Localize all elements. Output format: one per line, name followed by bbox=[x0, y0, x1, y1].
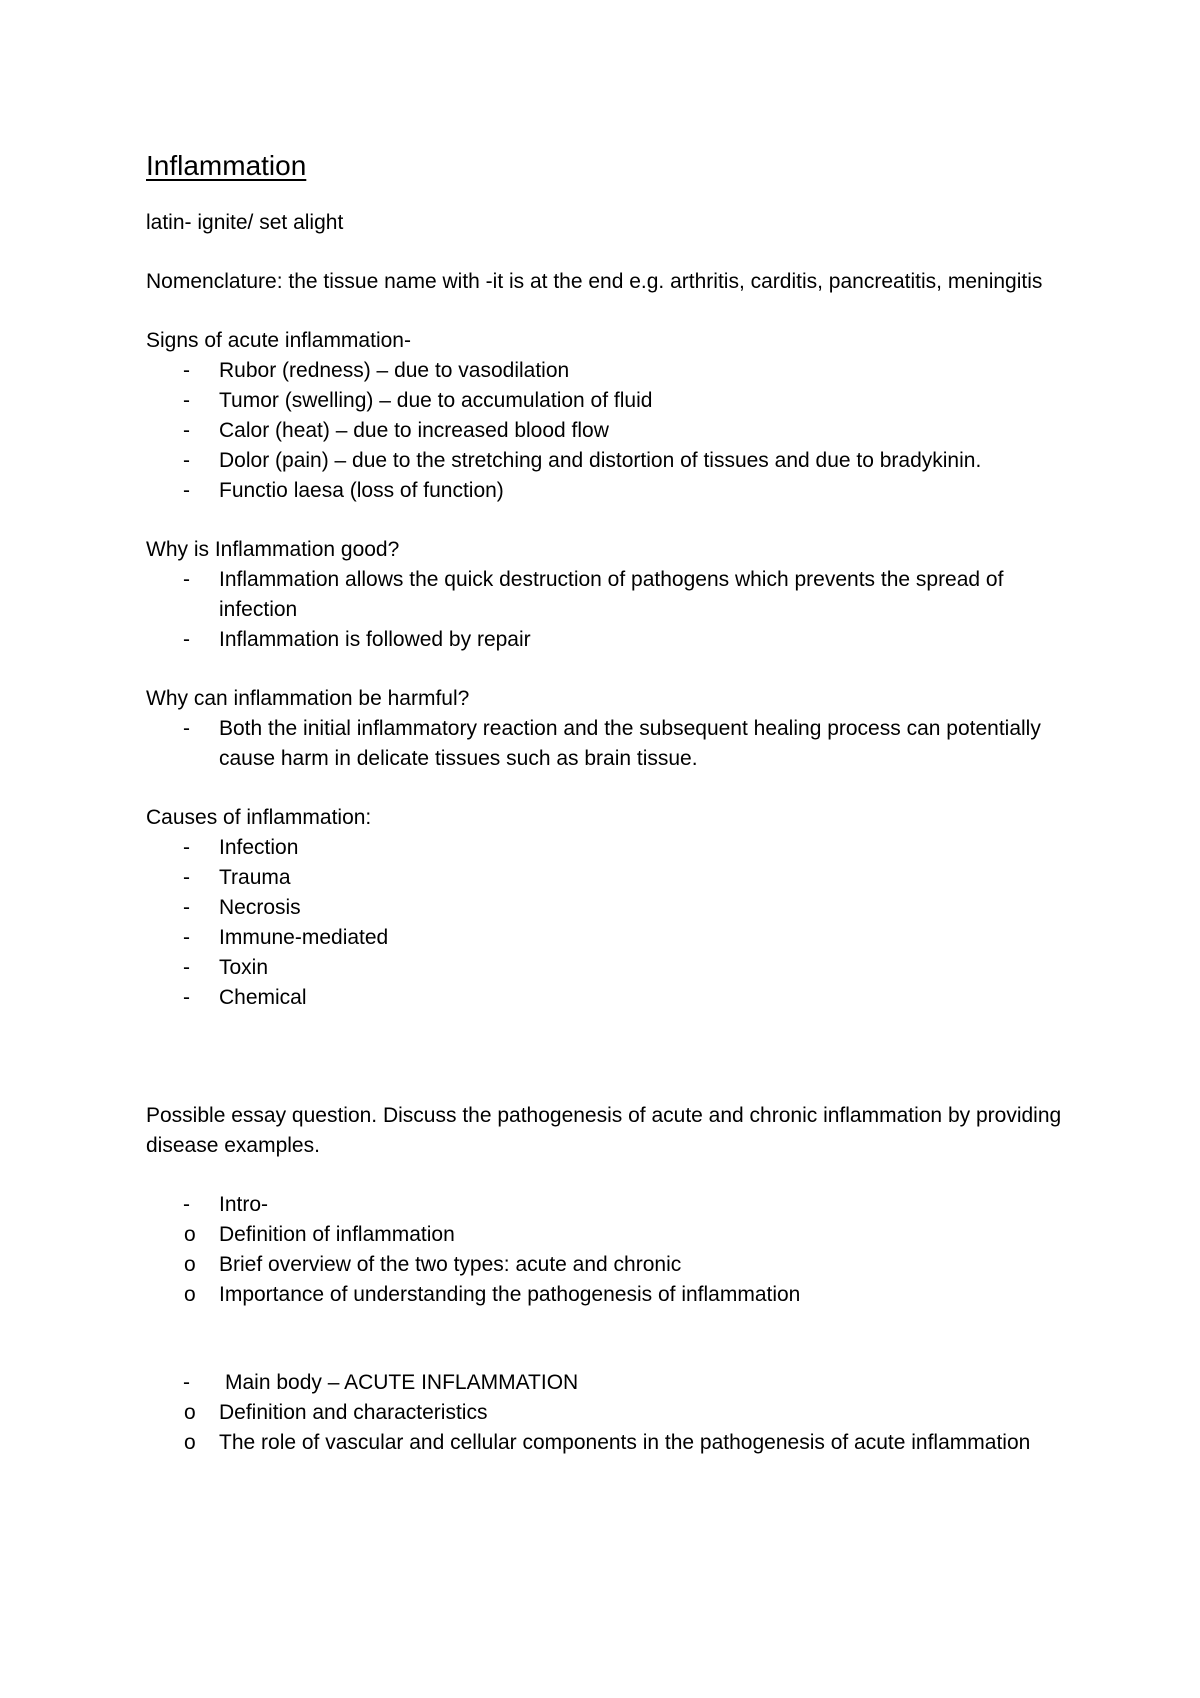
document-page bbox=[146, 148, 1066, 1458]
harmful-list bbox=[146, 714, 1066, 774]
essay-intro-label: Intro- bbox=[219, 1193, 269, 1216]
list-item: - Infection bbox=[146, 833, 1066, 863]
causes-list bbox=[146, 833, 1066, 1013]
list-item: o Importance of understanding the pathogenesis of inflammation bbox=[219, 1280, 1066, 1310]
list-item: - Chemical bbox=[146, 983, 1066, 1013]
essay-outline bbox=[146, 1190, 1066, 1458]
list-item: - Dolor (pain) – due to the stretching and distortion of tissues and due to bradykinin. bbox=[146, 446, 1066, 476]
causes-heading: Causes of inflammation: bbox=[146, 806, 372, 829]
list-item: - Inflammation allows the quick destruction of pathogens which prevents the spread of infection bbox=[146, 565, 1066, 625]
good-list bbox=[146, 565, 1066, 655]
spacer bbox=[146, 1013, 1066, 1101]
list-item: o Definition and characteristics bbox=[219, 1398, 1066, 1428]
document-title: Inflammation bbox=[146, 150, 307, 181]
list-item: - Necrosis bbox=[146, 893, 1066, 923]
essay-main-item bbox=[146, 1368, 1066, 1458]
essay-intro-sublist bbox=[219, 1220, 1066, 1310]
list-item: o Brief overview of the two types: acute and chronic bbox=[219, 1250, 1066, 1280]
list-item: o Definition of inflammation bbox=[219, 1220, 1066, 1250]
essay-main-sublist bbox=[219, 1398, 1066, 1458]
harmful-section bbox=[146, 684, 1066, 774]
causes-section bbox=[146, 803, 1066, 1013]
harmful-heading: Why can inflammation be harmful? bbox=[146, 687, 470, 710]
list-item: o The role of vascular and cellular components in the pathogenesis of acute inflammation bbox=[219, 1428, 1066, 1458]
good-heading: Why is Inflammation good? bbox=[146, 538, 400, 561]
signs-list bbox=[146, 356, 1066, 506]
list-item: - Immune-mediated bbox=[146, 923, 1066, 953]
essay-question: Possible essay question. Discuss the pathogenesis of acute and chronic inflammation by providing disease examples. bbox=[146, 1104, 1062, 1157]
essay-main-label: Main body – ACUTE INFLAMMATION bbox=[225, 1371, 579, 1394]
list-item: - Toxin bbox=[146, 953, 1066, 983]
essay-intro-item bbox=[146, 1190, 1066, 1368]
etymology-line: latin- ignite/ set alight bbox=[146, 211, 344, 234]
list-item: - Inflammation is followed by repair bbox=[146, 625, 1066, 655]
list-item: - Tumor (swelling) – due to accumulation of fluid bbox=[146, 386, 1066, 416]
signs-section bbox=[146, 326, 1066, 506]
good-section bbox=[146, 535, 1066, 655]
list-item: - Rubor (redness) – due to vasodilation bbox=[146, 356, 1066, 386]
signs-heading: Signs of acute inflammation- bbox=[146, 329, 411, 352]
list-item: - Trauma bbox=[146, 863, 1066, 893]
list-item: - Functio laesa (loss of function) bbox=[146, 476, 1066, 506]
list-item: - Calor (heat) – due to increased blood flow bbox=[146, 416, 1066, 446]
list-item: - Both the initial inflammatory reaction and the subsequent healing process can potentially cause harm in delicate tissues such as brain tissue. bbox=[146, 714, 1066, 774]
spacer bbox=[219, 1310, 1066, 1368]
nomenclature-paragraph: Nomenclature: the tissue name with -it is at the end e.g. arthritis, carditis, pancreatitis, meningitis bbox=[146, 270, 1043, 293]
